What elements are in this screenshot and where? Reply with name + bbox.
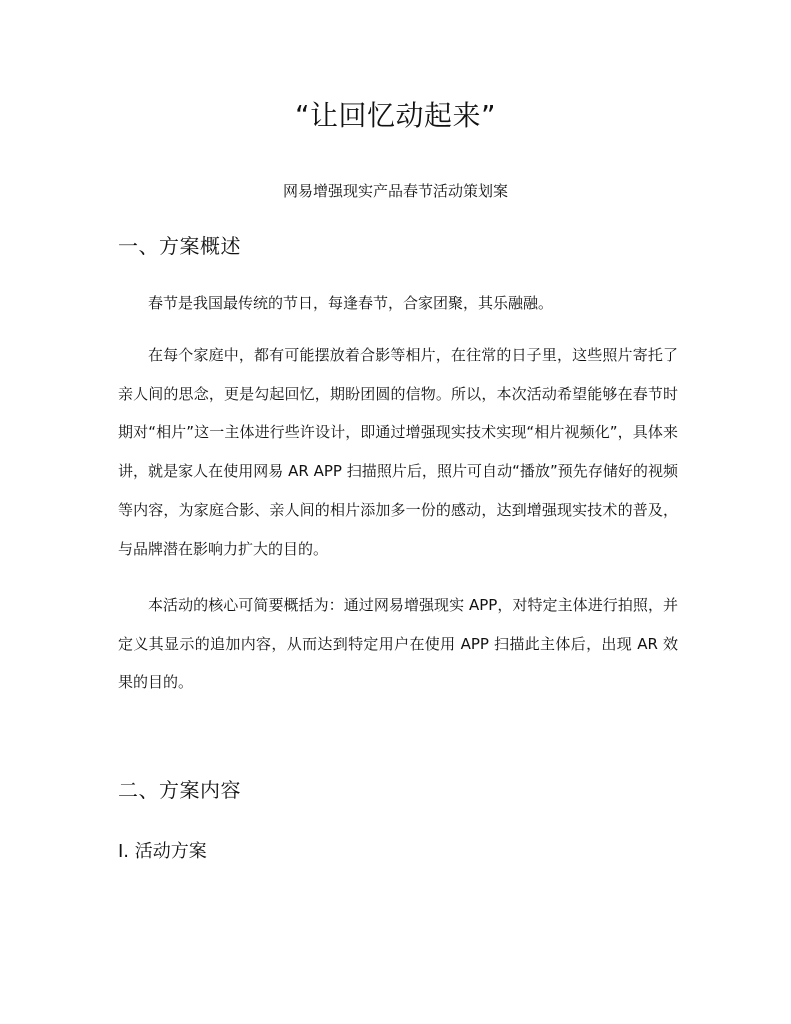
document-subtitle: 网易增强现实产品春节活动策划案 xyxy=(282,182,508,200)
paragraph-spring-festival: 春节是我国最传统的节日，每逢春节，合家团聚，其乐融融。 xyxy=(148,294,554,312)
section-heading-overview: 一、方案概述 xyxy=(118,234,241,258)
section-heading-content: 二、方案内容 xyxy=(118,778,241,802)
document-title: “让回忆动起来” xyxy=(294,99,496,132)
paragraph-core-summary: 本活动的核心可简要概括为：通过网易增强现实 APP，对特定主体进行拍照，并定义其显示的追加内容，从而达到特定用户在使用 APP 扫描此主体后，出现 AR 效果的目的。 xyxy=(118,596,678,692)
subsection-heading-activity-plan: Ⅰ. 活动方案 xyxy=(118,841,207,862)
paragraph-photo-video: 在每个家庭中，都有可能摆放着合影等相片，在往常的日子里，这些照片寄托了亲人间的思念，更是勾起回忆，期盼团圆的信物。所以，本次活动希望能够在春节时期对“相片”这一主体进行些许设计，即通过增强现实技术实现“相片视频化”，具体来讲，就是家人在使用网易 AR APP 扫描照片后，照片可自动“播放”预先存储好的视频等内容，为家庭合影、亲人间的相片添加多一份的感动，达到增强现实技术的普及，与品牌潜在影响力扩大的目的。 xyxy=(118,346,678,558)
